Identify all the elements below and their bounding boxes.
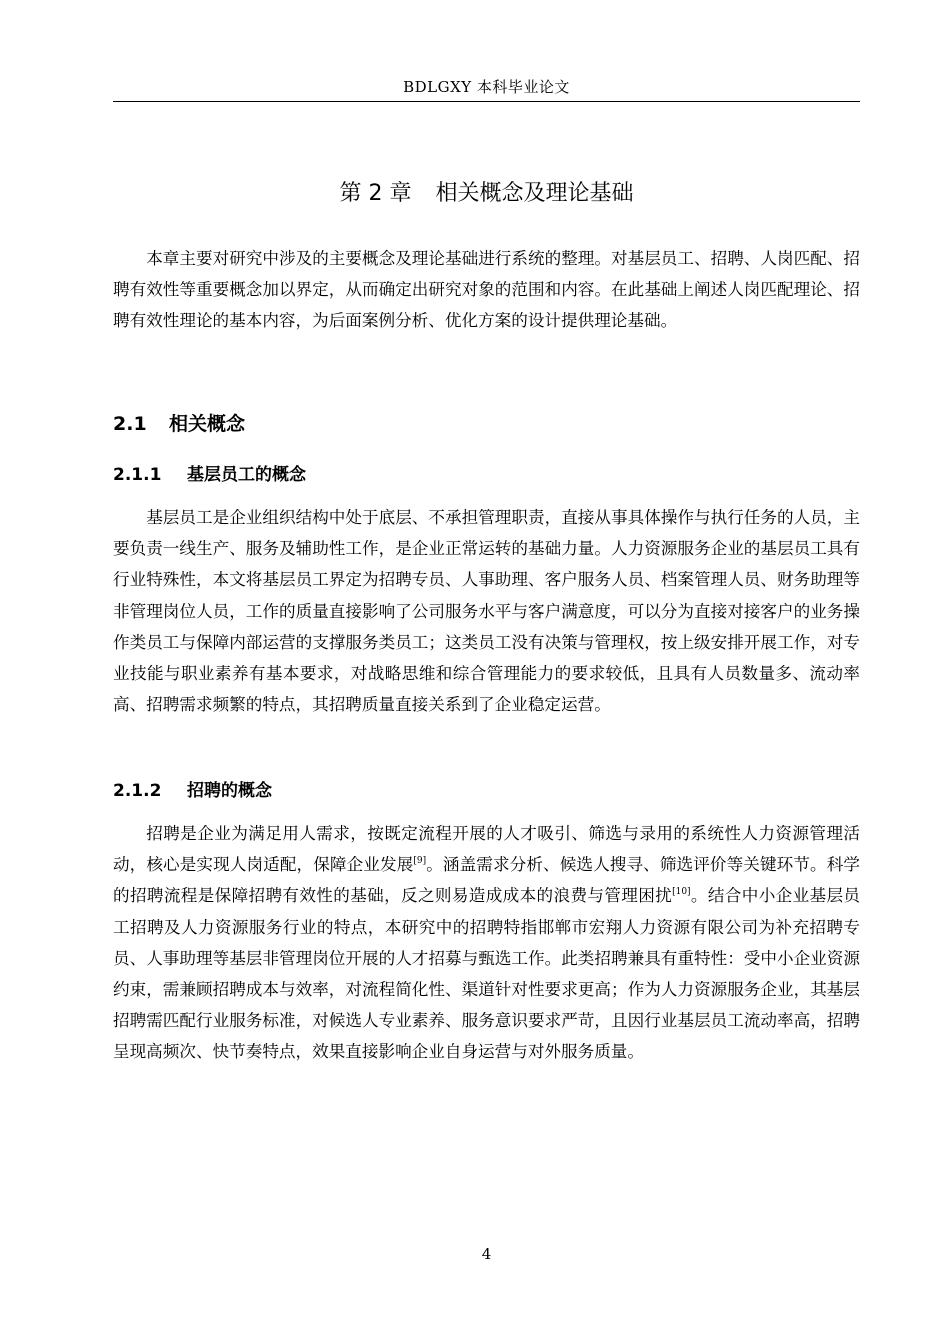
section-2-1-heading (113, 410, 860, 438)
page-number: 4 (481, 1245, 492, 1263)
section-2-1-1-title: 基层员工的概念 (187, 465, 306, 485)
citation-10[interactable]: [10] (672, 887, 691, 898)
section-2-1-2-heading (113, 778, 860, 804)
chapter-title (113, 178, 860, 210)
citation-9[interactable]: [9] (413, 856, 427, 867)
section-2-1-2-paragraph (113, 818, 860, 1068)
section-2-1-title: 相关概念 (169, 413, 246, 435)
chapter-title-text: 相关概念及理论基础 (435, 181, 634, 206)
section-2-1-2-title: 招聘的概念 (187, 781, 272, 801)
chapter-label: 第 2 章 (339, 181, 412, 206)
paragraph-part-1: 招聘是企业为满足用人需求，按既定流程开展的人才吸引、筛选与录用的系统性人力资源管理活动，核心是实现人岗适配，保障企业发展 (113, 824, 860, 875)
running-header: BDLGXY 本科毕业论文 (403, 78, 570, 96)
paragraph-part-2: 。涵盖需求分析、候选人搜寻、筛选评价等关键环节。科学的招聘流程是保障招聘有效性的基础，反之则易造成成本的浪费与管理困扰 (113, 855, 860, 906)
header-rule (113, 101, 860, 102)
section-2-1-1-heading (113, 462, 860, 488)
intro-paragraph: 本章主要对研究中涉及的主要概念及理论基础进行系统的整理。对基层员工、招聘、人岗匹配、招聘有效性等重要概念加以界定，从而确定出研究对象的范围和内容。在此基础上阐述人岗匹配理论、招聘有效性理论的基本内容，为后面案例分析、优化方案的设计提供理论基础。 (113, 249, 860, 331)
section-2-1-2-number: 2.1.2 (113, 781, 162, 801)
section-2-1-number: 2.1 (113, 413, 147, 435)
section-2-1-1-paragraph: 基层员工是企业组织结构中处于底层、不承担管理职责，直接从事具体操作与执行任务的人员，主要负责一线生产、服务及辅助性工作，是企业正常运转的基础力量。人力资源服务企业的基层员工具有行业特殊性，本文将基层员工界定为招聘专员、人事助理、客户服务人员、档案管理人员、财务助理等非管理岗位人员，工作的质量直接影响了公司服务水平与客户满意度，可以分为直接对接客户的业务操作类员工与保障内部运营的支撑服务类员工；这类员工没有决策与管理权，按上级安排开展工作，对专业技能与职业素养有基本要求，对战略思维和综合管理能力的要求较低，且具有人员数量多、流动率高、招聘需求频繁的特点，其招聘质量直接关系到了企业稳定运营。 (113, 508, 860, 715)
section-2-1-1-number: 2.1.1 (113, 465, 162, 485)
paragraph-part-3: 。结合中小企业基层员工招聘及人力资源服务行业的特点，本研究中的招聘特指邯郸市宏翔人力资源有限公司为补充招聘专员、人事助理等基层非管理岗位开展的人才招募与甄选工作。此类招聘兼具有重特性：受中小企业资源约束，需兼顾招聘成本与效率，对流程简化性、渠道针对性要求更高；作为人力资源服务企业，其基层招聘需匹配行业服务标准，对候选人专业素养、服务意识要求严苛，且因行业基层员工流动率高，招聘呈现高频次、快节奏特点，效果直接影响企业自身运营与对外服务质量。 (113, 886, 861, 1062)
